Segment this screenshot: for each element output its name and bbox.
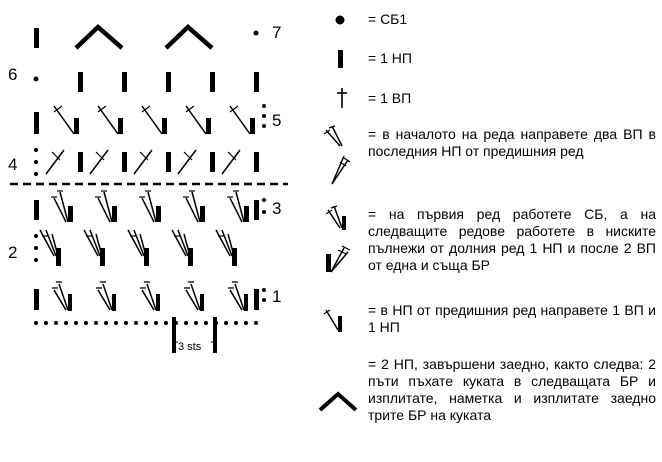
row-4 xyxy=(34,148,259,176)
repeat-label: 3 sts xyxy=(178,341,202,353)
sb-cluster-icon xyxy=(318,204,362,280)
sb1-dot-icon xyxy=(318,10,362,30)
row-label-1: 1 xyxy=(272,287,282,306)
row-6 xyxy=(34,72,260,92)
two-vp-start-icon xyxy=(318,124,362,188)
legend-text-vp-np: = в НП от предишния ред направете 1 ВП и 1 НП xyxy=(368,302,656,335)
np-bar-icon xyxy=(318,48,362,70)
legend-text-np: = 1 НП xyxy=(368,50,412,66)
legend-text-np2tog: = 2 НП, завършени заедно, както следва: 2 пъти пъхате куката в следващата БР и изплитате, наметка и изплитате заедно трите БР на куката xyxy=(368,356,656,423)
row-3 xyxy=(34,191,266,222)
crochet-chart xyxy=(0,0,300,462)
legend-text-sb1: = СБ1 xyxy=(368,11,408,27)
row-5 xyxy=(34,104,266,134)
foundation-row xyxy=(34,321,258,325)
np2tog-icon xyxy=(318,354,362,454)
row-label-2: 2 xyxy=(8,243,18,262)
legend-item-vp xyxy=(318,86,658,110)
legend-item-sb1 xyxy=(318,10,658,30)
vp-np-icon xyxy=(318,300,362,340)
row-label-3: 3 xyxy=(272,199,282,218)
legend-item-np2tog xyxy=(318,354,658,454)
legend-text-sb-cluster: = на първия ред работете СБ, а на следващите редове работете в ниските пълнежи от долния ред 1 НП и после 2 ВП от една и съща БР xyxy=(368,206,656,273)
row-label-7: 7 xyxy=(272,23,282,42)
legend-text-two-vp-start: = в началото на реда направете два ВП в последния НП от предишния ред xyxy=(368,126,656,159)
legend-text-vp: = 1 ВП xyxy=(368,90,412,106)
legend-item-sb-cluster xyxy=(318,204,658,280)
legend-item-np xyxy=(318,48,658,70)
row-label-4: 4 xyxy=(8,155,18,174)
vp-cross-icon xyxy=(318,86,362,110)
row-1 xyxy=(34,282,266,311)
row-label-6: 6 xyxy=(8,65,18,84)
row-7 xyxy=(34,27,259,48)
legend-item-two-vp-start xyxy=(318,124,658,188)
row-2 xyxy=(34,230,237,266)
legend-item-vp-np xyxy=(318,300,658,340)
row-label-5: 5 xyxy=(272,111,282,130)
